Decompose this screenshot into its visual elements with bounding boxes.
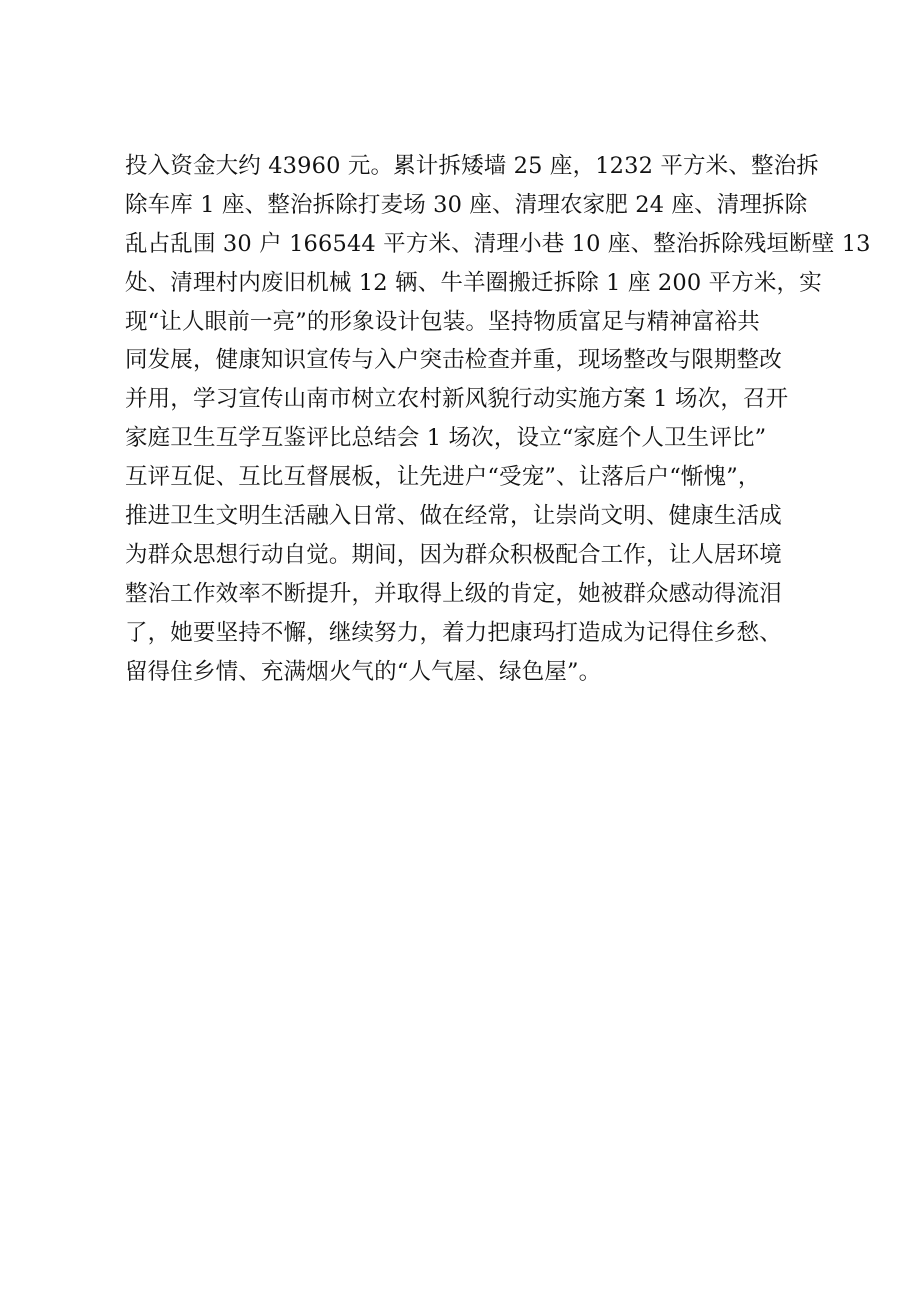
text-line: 乱占乱围 30 户 166544 平方米、清理小巷 10 座、整治拆除残垣断壁 13 [125,230,871,257]
text-line: 互评互促、互比互督展板，让先进户“受宠”、让落后户“惭愧”， [125,464,761,491]
text-line: 推进卫生文明生活融入日常、做在经常，让崇尚文明、健康生活成 [125,503,782,530]
text-line: 了，她要坚持不懈，继续努力，着力把康玛打造成为记得住乡愁、 [125,619,782,646]
text-line: 投入资金大约 43960 元。累计拆矮墙 25 座，1232 平方米、整治拆 [125,153,819,179]
text-line: 家庭卫生互学互鉴评比总结会 1 场次，设立“家庭个人卫生评比” [125,425,767,452]
text-line: 现“让人眼前一亮”的形象设计包装。坚持物质富足与精神富裕共 [125,308,760,335]
text-line: 同发展，健康知识宣传与入户突击检查并重，现场整改与限期整改 [125,347,782,374]
text-line: 处、清理村内废旧机械 12 辆、牛羊圈搬迁拆除 1 座 200 平方米，实 [125,269,822,296]
text-line: 为群众思想行动自觉。期间，因为群众积极配合工作，让人居环境 [125,541,782,568]
text-line: 留得住乡情、充满烟火气的“人气屋、绿色屋”。 [125,658,602,685]
text-line: 除车库 1 座、整治拆除打麦场 30 座、清理农家肥 24 座、清理拆除 [125,191,808,218]
text-line: 整治工作效率不断提升，并取得上级的肯定，她被群众感动得流泪 [125,580,782,607]
text-line: 并用，学习宣传山南市树立农村新风貌行动实施方案 1 场次，召开 [125,386,789,413]
body-paragraph [125,147,871,691]
